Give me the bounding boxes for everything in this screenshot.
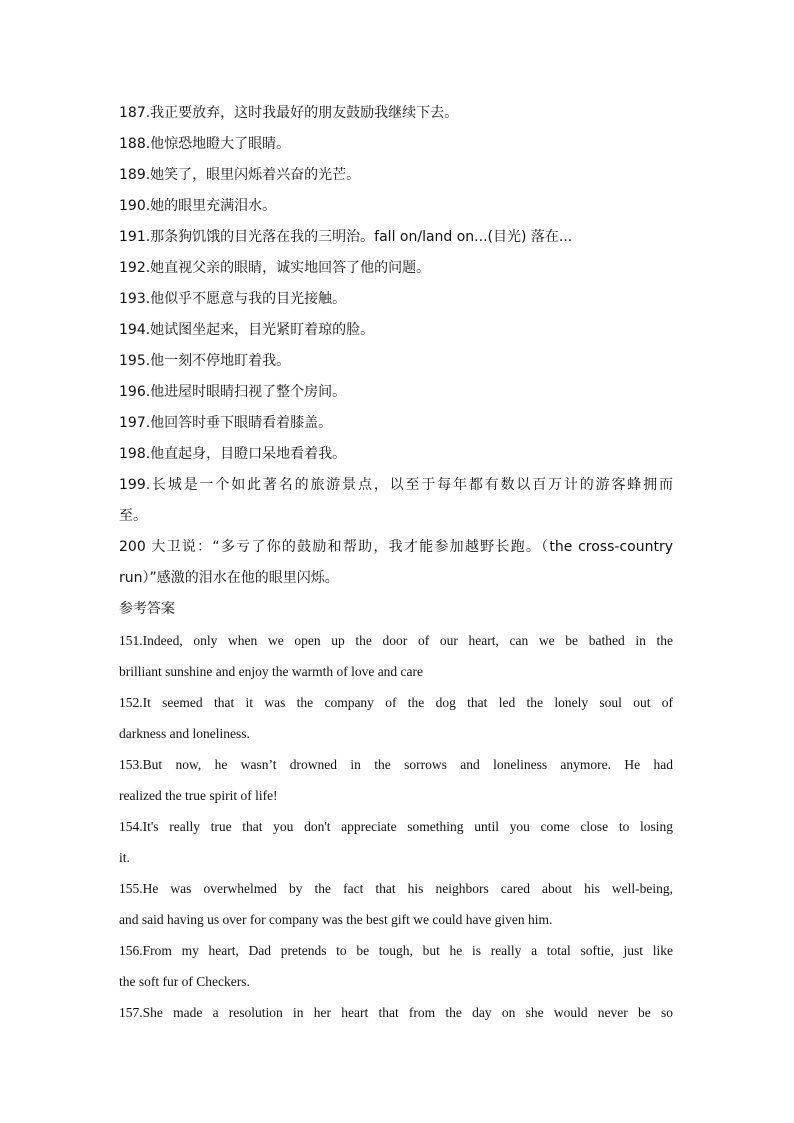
question-191: 191.那条狗饥饿的目光落在我的三明治。fall on/land on...(目光) 落在... [119, 229, 573, 245]
answer-154-cont: it. [119, 850, 130, 865]
question-189: 189.她笑了，眼里闪烁着兴奋的光芒。 [119, 167, 361, 183]
question-195: 195.他一刻不停地盯着我。 [119, 353, 291, 369]
answer-156: 156.From my heart, Dad pretends to be tough, but he is really a total softie, just like [119, 943, 673, 958]
document-body [119, 98, 673, 1028]
answer-152: 152.It seemed that it was the company of the dog that led the lonely soul out of [119, 695, 673, 710]
answer-153-cont: realized the true spirit of life! [119, 788, 278, 803]
answer-154: 154.It's really true that you don't appreciate something until you come close to losing [119, 819, 673, 834]
question-199-cont: 至。 [119, 508, 147, 524]
answer-151-cont: brilliant sunshine and enjoy the warmth of love and care [119, 664, 424, 679]
question-187: 187.我正要放弃，这时我最好的朋友鼓励我继续下去。 [119, 105, 459, 121]
question-193: 193.他似乎不愿意与我的目光接触。 [119, 291, 347, 307]
answer-157: 157.She made a resolution in her heart that from the day on she would never be so [119, 1005, 673, 1020]
question-188: 188.他惊恐地瞪大了眼睛。 [119, 136, 291, 152]
question-196: 196.他进屋时眼睛扫视了整个房间。 [119, 384, 347, 400]
answer-156-cont: the soft fur of Checkers. [119, 974, 250, 989]
answer-152-cont: darkness and loneliness. [119, 726, 250, 741]
question-192: 192.她直视父亲的眼睛，诚实地回答了他的问题。 [119, 260, 431, 276]
answers-heading: 参考答案 [119, 601, 175, 617]
question-198: 198.他直起身，目瞪口呆地看着我。 [119, 446, 347, 462]
answer-153: 153.But now, he wasn’t drowned in the sorrows and loneliness anymore. He had [119, 757, 673, 772]
question-199: 199.长城是一个如此著名的旅游景点，以至于每年都有数以百万计的游客蜂拥而 [119, 477, 673, 493]
question-200-cont: run）”感激的泪水在他的眼里闪烁。 [119, 570, 339, 586]
answer-155-cont: and said having us over for company was the best gift we could have given him. [119, 912, 553, 927]
answer-155: 155.He was overwhelmed by the fact that his neighbors cared about his well-being, [119, 881, 673, 896]
question-200: 200 大卫说：“多亏了你的鼓励和帮助，我才能参加越野长跑。（the cross-country [119, 539, 673, 555]
answer-151: 151.Indeed, only when we open up the door of our heart, can we be bathed in the [119, 633, 673, 648]
question-190: 190.她的眼里充满泪水。 [119, 198, 277, 214]
question-197: 197.他回答时垂下眼睛看着膝盖。 [119, 415, 333, 431]
question-194: 194.她试图坐起来，目光紧盯着琼的脸。 [119, 322, 375, 338]
